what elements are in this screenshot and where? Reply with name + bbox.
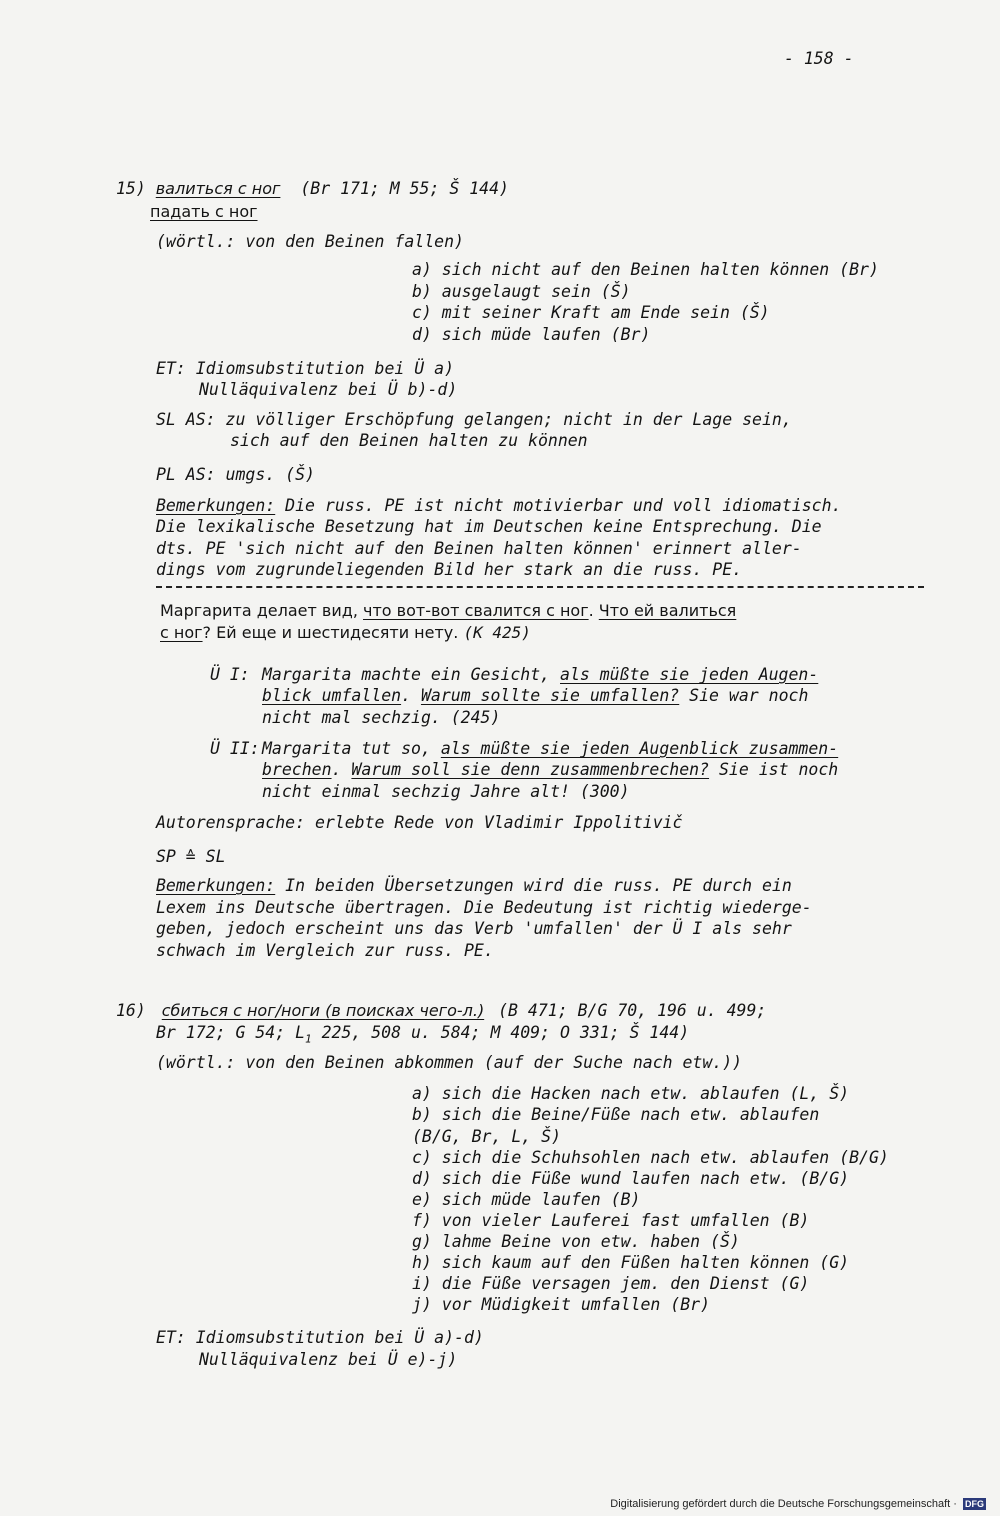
literal-translation: (wörtl.: von den Beinen fallen) xyxy=(156,232,464,251)
text-run: Margarita tut so, xyxy=(262,739,441,758)
footer-credit: Digitalisierung gefördert durch die Deutsche Forschungsgemeinschaft · DFG xyxy=(610,1497,984,1510)
text-run: . xyxy=(331,760,352,779)
equivalent-item: c) sich die Schuhsohlen nach etw. ablaufen (B/G) xyxy=(412,1148,889,1167)
equivalent-item: b) sich die Beine/Füße nach etw. ablaufen xyxy=(412,1105,820,1124)
remarks-text: Die russ. PE ist nicht motivierbar und voll idiomatisch. xyxy=(275,496,842,515)
page-number: - 158 - xyxy=(784,49,854,68)
equivalent-item: e) sich müde laufen (B) xyxy=(412,1190,641,1209)
underlined-phrase: Warum sollte sie umfallen? xyxy=(420,686,680,705)
remarks-line xyxy=(156,875,792,896)
remarks-line: Lexem ins Deutsche übertragen. Die Bedeutung ist richtig wiederge- xyxy=(156,898,812,917)
equivalent-item: a) sich nicht auf den Beinen halten können (Br) xyxy=(412,260,879,279)
equivalent-item: j) vor Müdigkeit umfallen (Br) xyxy=(412,1295,711,1314)
et-line: Nulläquivalenz bei Ü e)-j) xyxy=(199,1350,458,1369)
idiom-variant: падать с ног xyxy=(150,202,258,221)
translation-1-label: Ü I: xyxy=(210,665,250,684)
sl-as-line: sich auf den Beinen halten zu können xyxy=(230,431,588,450)
source-refs-line xyxy=(156,1022,689,1049)
russian-idiom: валиться с ног xyxy=(155,179,281,198)
idiom-parenthetical: (в поисках чего-л.) xyxy=(325,1001,485,1020)
entry-16-heading xyxy=(116,1000,766,1021)
et-line: ET: Idiomsubstitution bei Ü a)-d) xyxy=(156,1328,484,1347)
text-run: . xyxy=(401,686,421,705)
remarks-line: dts. PE 'sich nicht auf den Beinen halten können' erinnert aller- xyxy=(156,539,802,558)
equivalent-item: f) von vieler Lauferei fast umfallen (B) xyxy=(412,1211,810,1230)
russian-idiom: сбиться с ног/ноги xyxy=(161,1001,326,1020)
text-run: Маргарита делает вид, xyxy=(160,601,363,620)
entry-number: 15) xyxy=(116,179,146,198)
et-line: Nulläquivalenz bei Ü b)-d) xyxy=(199,380,458,399)
source-ref: (K 425) xyxy=(463,623,531,642)
pl-as-line: PL AS: umgs. (Š) xyxy=(156,465,315,484)
remarks-text: In beiden Übersetzungen wird die russ. PE durch ein xyxy=(275,876,792,895)
underlined-idiom: что вот-вот свалится с ног xyxy=(363,601,589,620)
underlined-phrase: blick umfallen xyxy=(262,686,402,705)
subscript: 1 xyxy=(305,1032,312,1046)
text-run: Sie ist noch xyxy=(709,760,839,779)
remarks-label: Bemerkungen: xyxy=(156,876,276,895)
text-run: Sie war noch xyxy=(679,686,809,705)
remarks-line: Die lexikalische Besetzung hat im Deutschen keine Entsprechung. Die xyxy=(156,517,822,536)
underlined-phrase: als müßte sie jeden Augen- xyxy=(560,665,819,684)
text-run: 225, 508 u. 584; M 409; O 331; Š 144) xyxy=(311,1023,690,1042)
equivalent-item: h) sich kaum auf den Füßen halten können (G) xyxy=(412,1253,850,1272)
equivalent-item: i) die Füße versagen jem. den Dienst (G) xyxy=(412,1274,810,1293)
sp-line: SP ≙ SL xyxy=(156,847,226,866)
remarks-line: geben, jedoch erscheint uns das Verb 'umfallen' der Ü I als sehr xyxy=(156,919,792,938)
entry-15-heading xyxy=(116,178,509,199)
translation-line xyxy=(262,685,808,706)
text-run: . xyxy=(588,601,599,620)
equivalent-item: b) ausgelaugt sein (Š) xyxy=(412,282,631,301)
text-run: Margarita machte ein Gesicht, xyxy=(262,665,561,684)
underlined-idiom: Что ей валиться xyxy=(598,601,737,620)
remarks-line: schwach im Vergleich zur russ. PE. xyxy=(156,941,494,960)
equivalent-item: (B/G, Br, L, Š) xyxy=(412,1127,562,1146)
et-line: ET: Idiomsubstitution bei Ü a) xyxy=(156,359,455,378)
sl-as-line: SL AS: zu völliger Erschöpfung gelangen; nicht in der Lage sein, xyxy=(156,410,792,429)
source-refs: (Br 171; M 55; Š 144) xyxy=(300,179,509,198)
equivalent-item: g) lahme Beine von etw. haben (Š) xyxy=(412,1232,740,1251)
dashed-separator xyxy=(156,586,924,588)
underlined-phrase: Warum soll sie denn zusammenbrechen? xyxy=(351,760,710,779)
equivalent-item: d) sich die Füße wund laufen nach etw. (B/G) xyxy=(412,1169,850,1188)
text-run: ? Ей еще и шестидесяти нету. xyxy=(202,623,464,642)
equivalent-item: a) sich die Hacken nach etw. ablaufen (L, Š) xyxy=(412,1084,850,1103)
translation-line: nicht mal sechzig. (245) xyxy=(262,708,501,727)
text-run: Br 172; G 54; L xyxy=(156,1023,306,1042)
translation-2-label: Ü II: xyxy=(210,739,260,758)
footer-text: Digitalisierung gefördert durch die Deutsche Forschungsgemeinschaft xyxy=(610,1497,951,1510)
remarks-label: Bemerkungen: xyxy=(156,496,276,515)
russian-example-line xyxy=(160,622,531,643)
remarks-line xyxy=(156,495,841,516)
literal-translation: (wörtl.: von den Beinen abkommen (auf der Suche nach etw.)) xyxy=(156,1053,743,1072)
underlined-phrase: brechen xyxy=(262,760,332,779)
russian-example-line xyxy=(160,600,736,621)
underlined-phrase: als müßte sie jeden Augenblick zusammen- xyxy=(440,739,839,758)
author-language: Autorensprache: erlebte Rede von Vladimir Ippolitivič xyxy=(156,813,683,832)
remarks-line: dings vom zugrundeliegenden Bild her stark an die russ. PE. xyxy=(156,560,743,579)
equivalent-item: c) mit seiner Kraft am Ende sein (Š) xyxy=(412,303,770,322)
translation-line: nicht einmal sechzig Jahre alt! (300) xyxy=(262,782,630,801)
entry-number: 16) xyxy=(116,1001,146,1020)
translation-line xyxy=(262,664,818,685)
equivalent-item: d) sich müde laufen (Br) xyxy=(412,325,651,344)
translation-line xyxy=(262,738,838,759)
translation-line xyxy=(262,759,838,780)
dfg-logo: DFG xyxy=(965,1499,984,1509)
underlined-idiom: с ног xyxy=(160,623,203,642)
source-refs: (B 471; B/G 70, 196 u. 499; xyxy=(498,1001,767,1020)
